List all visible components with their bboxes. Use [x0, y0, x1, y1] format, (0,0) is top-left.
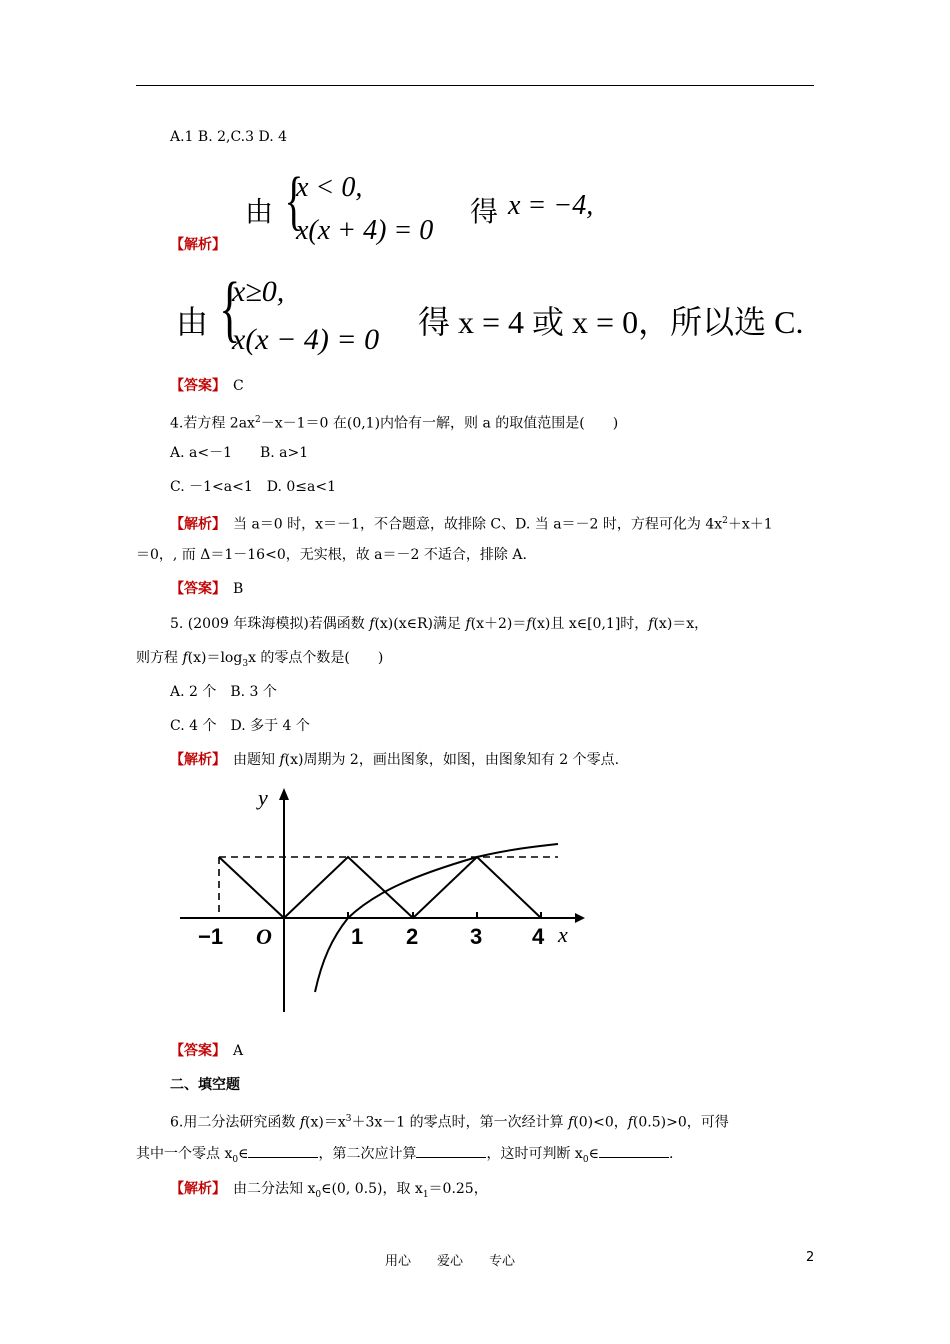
tick-label-1: 1 [351, 924, 364, 949]
q6-stem-2f: . [668, 1146, 674, 1162]
x-axis-label: x [558, 922, 568, 947]
q3-step2-sys-b: x(x − 4) = 0 [232, 323, 380, 356]
jiexi-label: 【解析】 [170, 1181, 219, 1197]
x-axis-arrow [575, 913, 585, 923]
q5-stem-1c: (x＋2)＝ [470, 616, 527, 632]
q6-stem-2sub1: 0 [582, 1154, 589, 1165]
tick-label-2: 2 [406, 924, 419, 949]
q5-stem-2b: (x)＝log [187, 650, 243, 666]
q3-jiexi [170, 235, 226, 255]
q6-stem-2e: ∈ [588, 1146, 599, 1162]
q5-options-cd: C. 4 个 D. 多于 4 个 [170, 718, 310, 734]
q5-stem-1e: (x)＝x， [653, 616, 709, 632]
q6-stem-1d: (0)<0， [573, 1114, 628, 1131]
q4-stem-sup: 2 [254, 415, 261, 425]
origin-label: O [256, 924, 272, 949]
jiexi-label: 【解析】 [170, 752, 219, 768]
q6-stem-2a: 其中一个零点 x [136, 1146, 233, 1162]
function-graph [170, 780, 590, 1020]
q6-jiexi-b: ∈(0, 0.5)，取 x [321, 1181, 423, 1197]
q5-answer-value: A [233, 1043, 244, 1059]
q6-stem-1c: ＋3x－1 的零点时，第一次经计算 [351, 1114, 569, 1131]
q3-step1-you: 由 [245, 197, 274, 228]
q4-options-ab: A. a<－1 B. a>1 [170, 445, 309, 461]
q6-jiexi-sub0: 0 [315, 1189, 322, 1200]
y-axis-label: y [258, 785, 268, 810]
q6-f: f [299, 1114, 305, 1131]
q3-options: A.1 B. 2,C.3 D. 4 [170, 129, 288, 145]
q3-answer-value: C [233, 378, 244, 394]
q5-f: f [465, 616, 471, 632]
q5-stem-line2 [136, 648, 383, 674]
answer-blank-2[interactable] [416, 1145, 486, 1158]
q5-f: f [182, 650, 188, 666]
q6-stem-1sup: 3 [345, 1114, 352, 1124]
q5-stem-line1 [170, 614, 708, 634]
answer-blank-1[interactable] [248, 1145, 318, 1158]
q6-f: f [627, 1114, 633, 1131]
q4-stem-a: 4.若方程 2ax [170, 415, 255, 432]
q5-options-ab: A. 2 个 B. 3 个 [170, 684, 277, 700]
y-axis-arrow [279, 788, 289, 800]
q3-step2-you: 由 [176, 304, 209, 340]
section-heading: 二、填空题 [170, 1077, 240, 1093]
q4-answer [170, 579, 243, 599]
q6-stem-1e: (0.5)>0，可得 [632, 1114, 729, 1131]
q3-step1-de: 得 [470, 197, 499, 228]
tick-label-neg1: −1 [198, 924, 224, 949]
q3-brace2: { [219, 268, 241, 350]
q4-jiexi-1b: ＋x＋1 [727, 516, 773, 533]
q5-stem-2a: 则方程 [136, 650, 183, 666]
q3-step1-result: x = −4, [508, 190, 594, 221]
jiexi-label: 【解析】 [170, 237, 226, 253]
header-rule [136, 85, 814, 86]
q6-stem-line2 [136, 1144, 673, 1170]
q5-jiexi-a: 由题知 [219, 752, 280, 768]
q3-brace1: { [284, 164, 304, 237]
q6-stem-2sub0: 0 [232, 1154, 239, 1165]
q6-jiexi-sub1: 1 [422, 1189, 429, 1200]
jiexi-label: 【解析】 [170, 516, 219, 533]
tick-label-3: 3 [470, 924, 483, 949]
q3-answer [170, 376, 244, 396]
q5-stem-1d: (x)且 x∈[0,1]时， [531, 616, 649, 632]
tick-label-4: 4 [532, 924, 545, 949]
page-number: 2 [806, 1250, 815, 1265]
q5-jiexi [170, 750, 619, 770]
answer-label: 【答案】 [170, 378, 219, 394]
q5-stem-1b: (x)(x∈R)满足 [374, 616, 466, 632]
q6-jiexi-a: 由二分法知 x [219, 1181, 316, 1197]
q4-jiexi-line1 [170, 511, 773, 535]
q3-step1-sys-b: x(x + 4) = 0 [296, 215, 434, 246]
answer-blank-3[interactable] [599, 1145, 669, 1158]
q6-stem-2b: ∈ [238, 1146, 249, 1162]
q5-f: f [526, 616, 532, 632]
answer-label: 【答案】 [170, 1043, 219, 1059]
q5-f: f [648, 616, 654, 632]
q5-f: f [369, 616, 375, 632]
q6-stem-1b: (x)＝x [305, 1114, 346, 1131]
q5-stem-2sub: 3 [242, 658, 249, 669]
footer-motto: 用心 爱心 专心 [385, 1254, 516, 1269]
q6-jiexi [170, 1179, 488, 1205]
q5-stem-1a: 5. (2009 年珠海模拟)若偶函数 [170, 616, 370, 632]
q4-jiexi-1a: 当 a＝0 时，x＝－1，不合题意，故排除 C、D. 当 a＝－2 时，方程可化为 4x [219, 516, 723, 533]
f-zigzag-curve [219, 857, 541, 918]
q5-jiexi-b: (x)周期为 2，画出图象，如图，由图象知有 2 个零点. [284, 752, 620, 768]
q6-f: f [568, 1114, 574, 1131]
q4-stem-b: －x－1＝0 在(0,1)内恰有一解，则 a 的取值范围是( ) [260, 415, 619, 432]
q6-stem-2c: ，第二次应计算 [318, 1146, 417, 1162]
q3-step1-sys-a: x < 0, [296, 172, 363, 203]
q6-stem-line1 [170, 1109, 729, 1133]
q5-answer [170, 1041, 243, 1061]
q4-jiexi-1sup: 2 [722, 516, 728, 526]
answer-label: 【答案】 [170, 581, 219, 597]
q4-options-cd: C. －1<a<1 D. 0≤a<1 [170, 479, 336, 495]
q3-step2-result: 得 x = 4 或 x = 0，所以选 C. [418, 304, 804, 340]
q6-stem-1a: 6.用二分法研究函数 [170, 1114, 300, 1131]
q3-step2-sys-a: x≥0, [232, 275, 285, 308]
q4-answer-value: B [233, 581, 244, 597]
q5-stem-2c: x 的零点个数是( ) [248, 650, 384, 666]
q5-f: f [279, 752, 285, 768]
q6-stem-2d: ，这时可判断 x [486, 1146, 583, 1162]
q4-stem [170, 410, 618, 434]
q6-jiexi-c: ＝0.25， [428, 1181, 488, 1197]
q4-jiexi-line2: ＝0，, 而 Δ＝1－16<0，无实根，故 a＝－2 不适合，排除 A. [136, 547, 527, 563]
